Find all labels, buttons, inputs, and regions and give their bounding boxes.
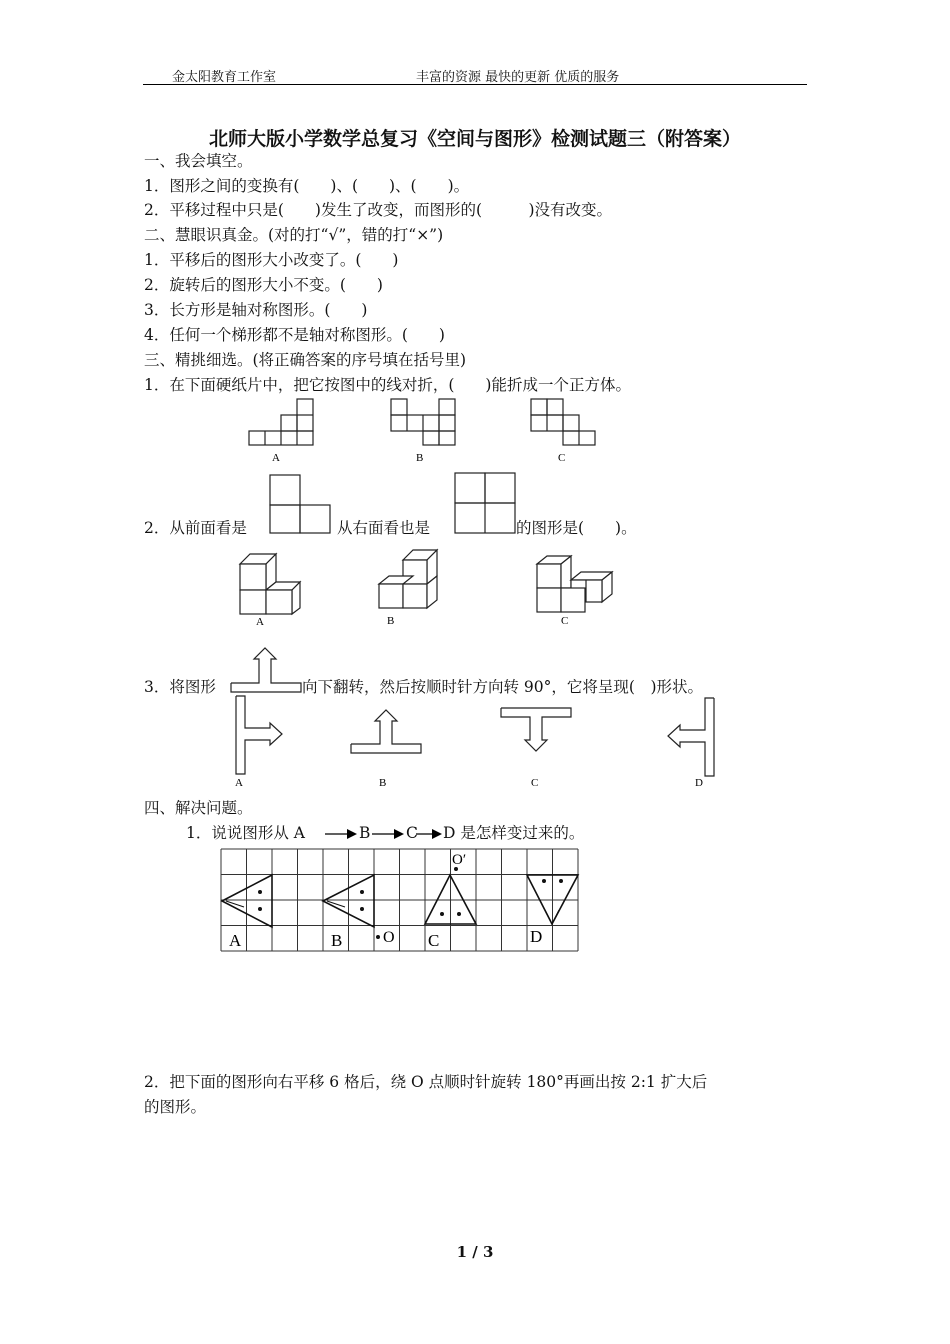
net-a-label: A xyxy=(272,452,280,464)
grid-label-a: A xyxy=(229,931,242,950)
s3-question-2-part-2: 从右面看也是 xyxy=(337,519,431,537)
cube-figure-b xyxy=(375,548,445,628)
arrow-right-icon xyxy=(414,826,444,842)
cube-figure-a xyxy=(236,552,306,628)
s3-question-2-part-3: 的图形是( )。 xyxy=(516,519,637,537)
header-rule xyxy=(143,84,807,85)
page-number: 1 / 3 xyxy=(456,1243,494,1261)
s1-question-1: 1．图形之间的变换有( )、( )、( )。 xyxy=(144,177,470,195)
rotation-option-d xyxy=(664,694,718,790)
s3-question-3-part-2: 向下翻转，然后按顺时针方向转 90°，它将呈现( )形状。 xyxy=(302,678,703,696)
arrow-right-icon xyxy=(370,826,406,842)
cube-a-label: A xyxy=(256,616,264,628)
section-1-heading: 一、我会填空。 xyxy=(144,152,253,170)
s4-question-1-part-4: D 是怎样变过来的。 xyxy=(443,824,585,842)
rotation-option-c xyxy=(498,704,574,790)
s2-question-4: 4．任何一个梯形都不是轴对称图形。( ) xyxy=(144,326,445,344)
s1-question-2: 2．平移过程中只是( )发生了改变，而图形的( )没有改变。 xyxy=(144,201,613,219)
s4-question-1-part-1: 1．说说图形从 A xyxy=(186,824,305,842)
front-view-figure xyxy=(267,472,333,536)
net-b-label: B xyxy=(416,452,424,464)
rotation-option-b xyxy=(348,706,424,790)
s3-question-2-part-1: 2．从前面看是 xyxy=(144,519,247,537)
rotation-a-label: A xyxy=(235,777,243,789)
net-c-label: C xyxy=(558,452,566,464)
grid-label-o: O xyxy=(383,929,395,946)
page-title: 北师大版小学数学总复习《空间与图形》检测试题三（附答案） xyxy=(208,128,741,150)
cube-b-label: B xyxy=(387,615,395,627)
rotation-option-a xyxy=(232,692,286,790)
s3-question-1: 1．在下面硬纸片中，把它按图中的线对折，( )能折成一个正方体。 xyxy=(144,376,631,394)
rotation-b-label: B xyxy=(379,777,387,789)
rotation-d-label: D xyxy=(695,777,703,789)
cube-figure-c xyxy=(534,554,614,628)
header-left: 金太阳教育工作室 xyxy=(172,70,277,85)
net-figure-a xyxy=(246,396,316,464)
s2-question-3: 3．长方形是轴对称图形。( ) xyxy=(144,301,368,319)
s3-question-3-part-1: 3．将图形 xyxy=(144,678,216,696)
t-arrow-shape xyxy=(229,645,303,695)
section-4-heading: 四、解决问题。 xyxy=(144,799,253,817)
s2-question-1: 1．平移后的图形大小改变了。( ) xyxy=(144,251,399,269)
arrow-right-icon xyxy=(323,826,359,842)
s4-question-1-part-2: B xyxy=(359,824,371,842)
section-3-heading: 三、精挑细选。(将正确答案的序号填在括号里) xyxy=(144,351,467,369)
transformation-grid xyxy=(216,845,582,953)
cube-c-label: C xyxy=(561,615,569,627)
s2-question-2: 2．旋转后的图形大小不变。( ) xyxy=(144,276,383,294)
net-figure-c xyxy=(528,396,598,464)
rotation-c-label: C xyxy=(531,777,539,789)
grid-label-d: D xyxy=(530,927,543,946)
s4-question-2-line-1: 2．把下面的图形向右平移 6 格后，绕 O 点顺时针旋转 180°再画出按 2:1 扩大后 xyxy=(144,1073,708,1091)
section-2-heading: 二、慧眼识真金。(对的打“√”，错的打“×”) xyxy=(144,226,444,244)
net-figure-b xyxy=(388,396,458,464)
right-view-figure xyxy=(452,470,518,536)
header-right: 丰富的资源 最快的更新 优质的服务 xyxy=(416,70,620,85)
grid-label-b: B xyxy=(331,931,343,950)
s4-question-2-line-2: 的图形。 xyxy=(144,1098,207,1116)
s4-question-1-part-3: C xyxy=(406,824,418,842)
grid-label-c: C xyxy=(428,931,440,950)
grid-label-o-prime: O′ xyxy=(452,852,467,868)
